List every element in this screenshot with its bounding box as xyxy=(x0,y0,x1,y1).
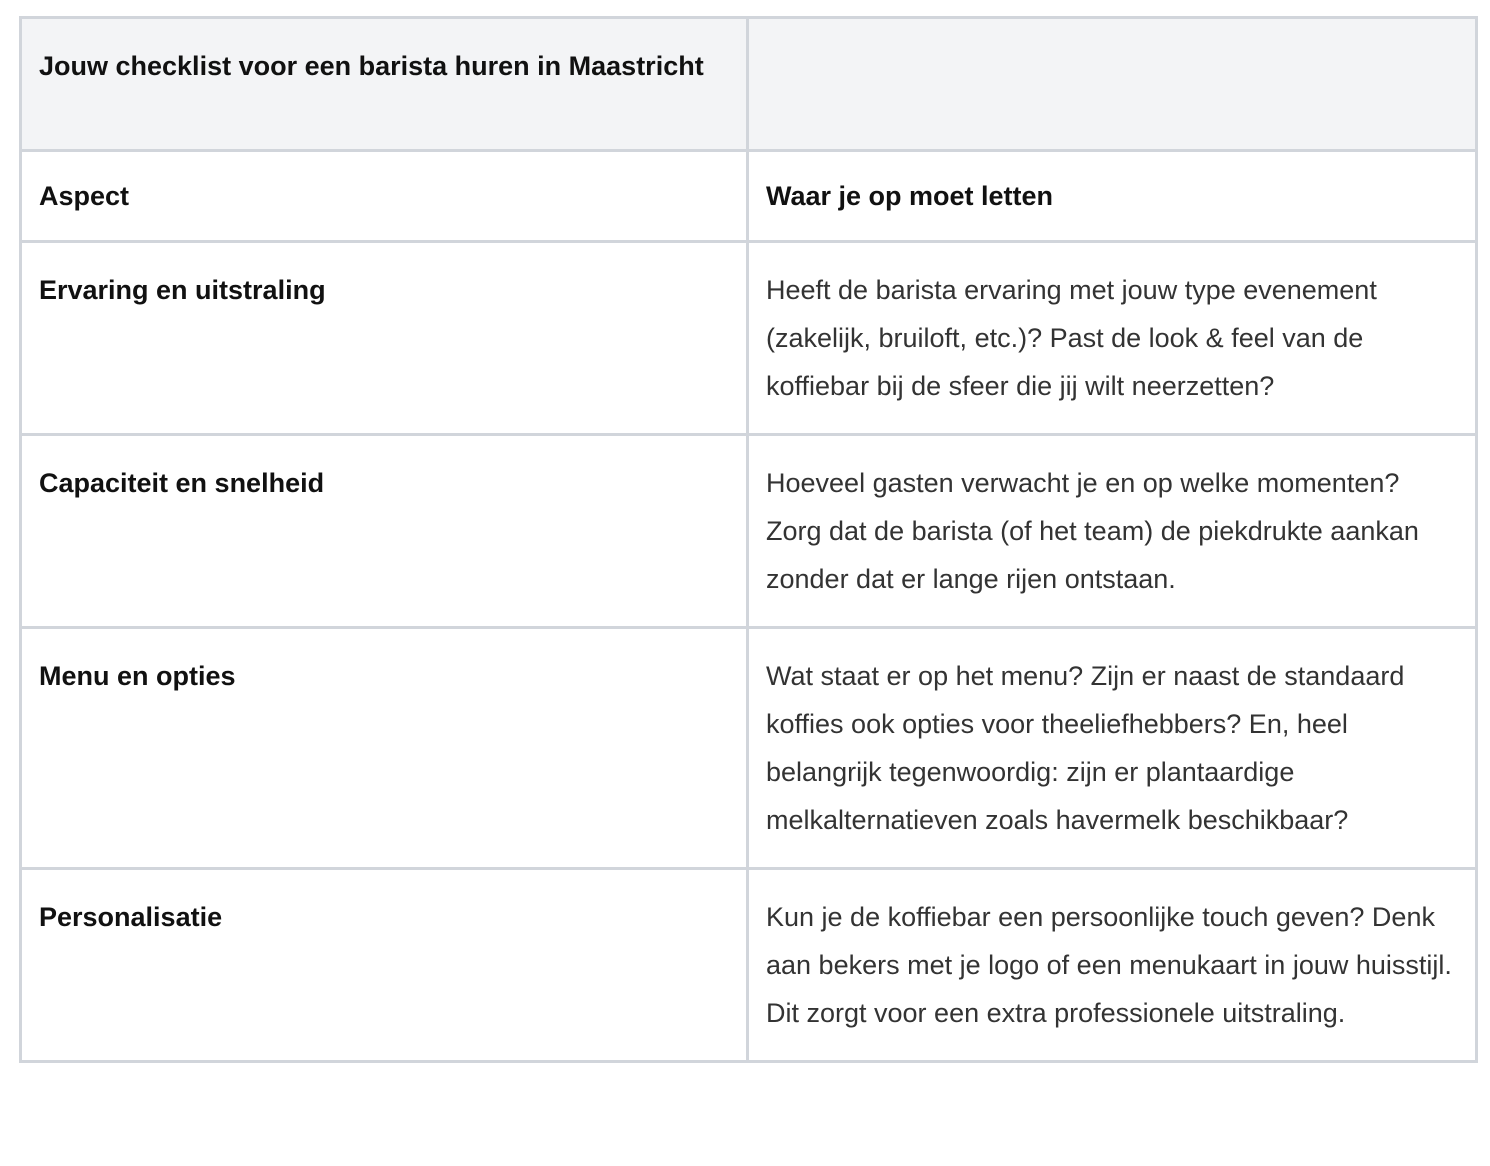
table-row xyxy=(21,435,1477,628)
column-header-aspect: Aspect xyxy=(21,151,748,242)
row-description: Heeft de barista ervaring met jouw type evenement (zakelijk, bruiloft, etc.)? Past de look & feel van de koffiebar bij de sfeer die jij wilt neerzetten? xyxy=(748,242,1477,435)
table-title-empty-cell xyxy=(748,18,1477,151)
row-description: Hoeveel gasten verwacht je en op welke momenten? Zorg dat de barista (of het team) de piekdrukte aankan zonder dat er lange rijen ontstaan. xyxy=(748,435,1477,628)
checklist-table-wrapper xyxy=(19,16,1475,1063)
column-header-row xyxy=(21,151,1477,242)
checklist-table xyxy=(19,16,1478,1063)
row-aspect: Capaciteit en snelheid xyxy=(21,435,748,628)
table-title-row xyxy=(21,18,1477,151)
table-row xyxy=(21,242,1477,435)
table-title: Jouw checklist voor een barista huren in Maastricht xyxy=(21,18,748,151)
row-description: Wat staat er op het menu? Zijn er naast de standaard koffies ook opties voor theeliefhebbers? En, heel belangrijk tegenwoordig: zijn er plantaardige melkalternatieven zoals havermelk beschikbaar? xyxy=(748,628,1477,869)
row-aspect: Personalisatie xyxy=(21,869,748,1062)
column-header-description: Waar je op moet letten xyxy=(748,151,1477,242)
row-aspect: Ervaring en uitstraling xyxy=(21,242,748,435)
table-row xyxy=(21,628,1477,869)
table-head xyxy=(21,18,1477,151)
table-body xyxy=(21,151,1477,1062)
table-row xyxy=(21,869,1477,1062)
row-description: Kun je de koffiebar een persoonlijke touch geven? Denk aan bekers met je logo of een menukaart in jouw huisstijl. Dit zorgt voor een extra professionele uitstraling. xyxy=(748,869,1477,1062)
row-aspect: Menu en opties xyxy=(21,628,748,869)
